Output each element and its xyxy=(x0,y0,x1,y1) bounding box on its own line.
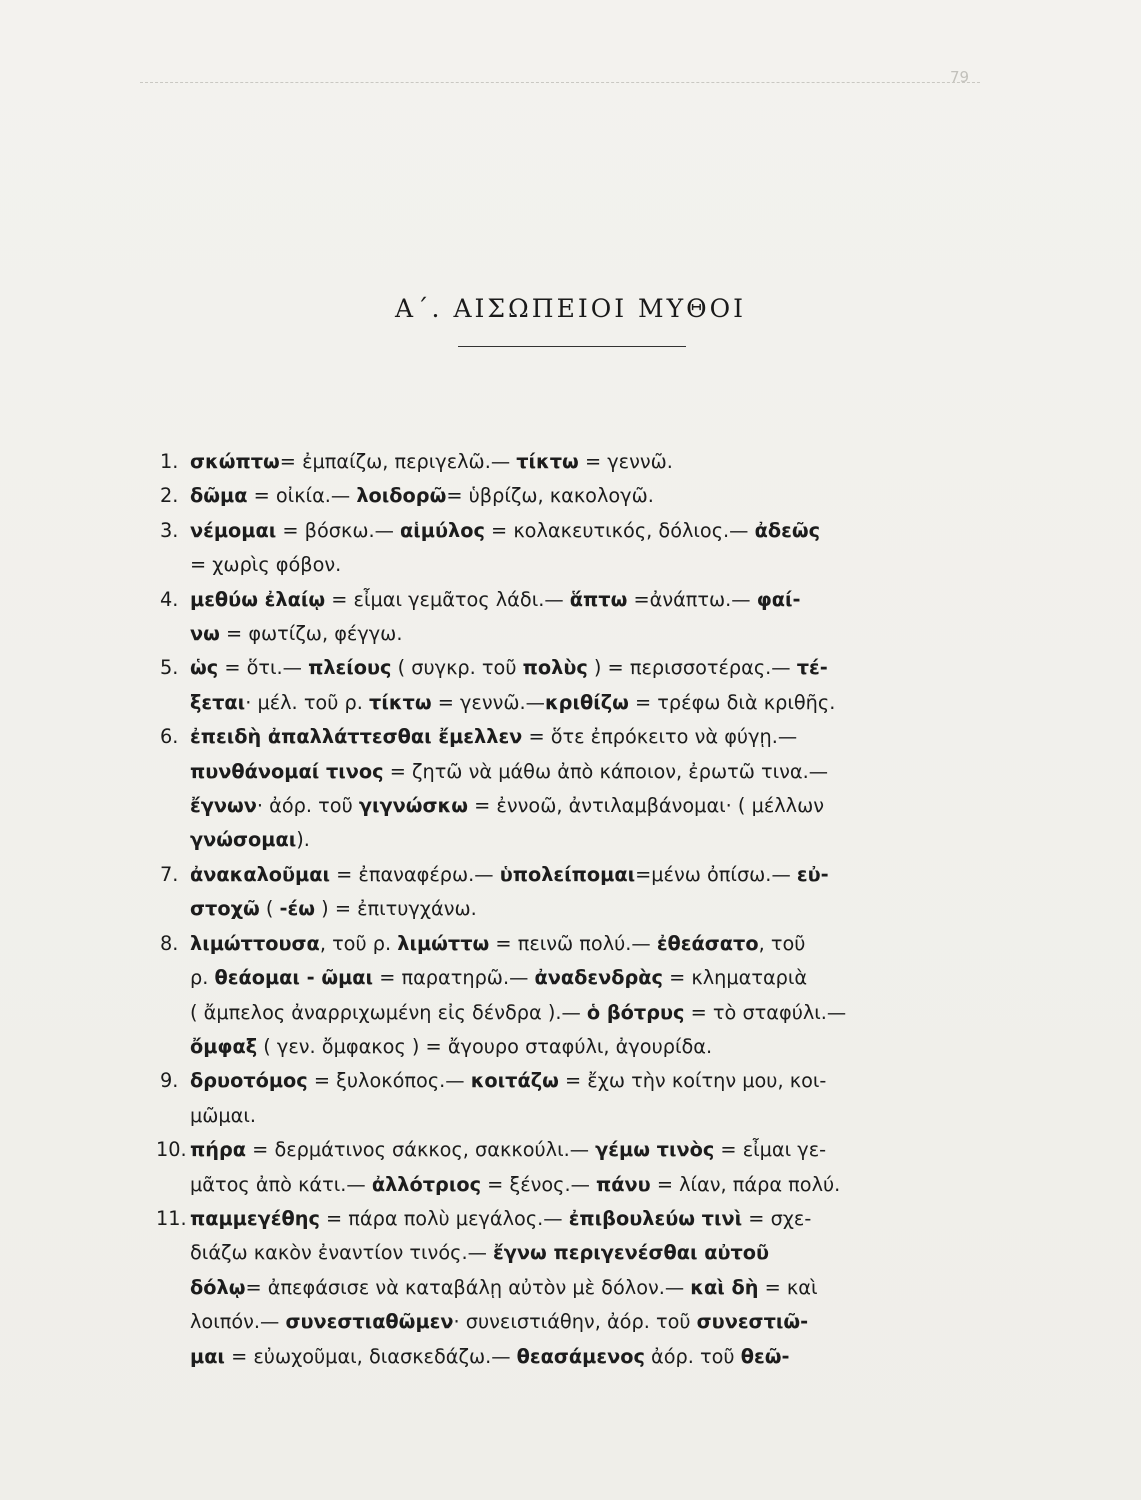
headword: -έω xyxy=(279,897,316,921)
chapter-title: Α΄. ΑΙΣΩΠΕΙΟΙ ΜΥΘΟΙ xyxy=(395,294,746,323)
headword: ὑπολείπομαι xyxy=(499,862,636,886)
headword: συνεστιαθῶμεν xyxy=(285,1310,454,1334)
entry-line xyxy=(190,583,980,617)
definition-text: λοιπόν.— xyxy=(190,1310,286,1334)
definition-text: ρ. xyxy=(190,966,215,990)
definition-text: = εἶμαι γεμᾶτος λάδι.— xyxy=(325,587,570,611)
definition-text: , τοῦ xyxy=(758,931,806,955)
headword: ἔγνων xyxy=(190,794,257,818)
headword: πυνθάνομαί τινος xyxy=(190,759,384,783)
headword: λιμώττουσα xyxy=(190,931,320,955)
entry-line xyxy=(190,1099,980,1133)
headword: θεάομαι - ῶμαι xyxy=(214,966,374,990)
entry-line xyxy=(190,927,980,961)
definition-text: μῶμαι. xyxy=(190,1103,257,1127)
headword: γέμω τινὸς xyxy=(595,1138,715,1162)
definition-text: = δερμάτινος σάκκος, σακκούλι.— xyxy=(246,1138,596,1162)
definition-text: = ὑβρίζω, κακολογῶ. xyxy=(446,484,654,508)
definition-text: = γεννῶ. xyxy=(578,450,673,473)
definition-text: ( ἄμπελος ἀναρριχωμένη εἰς δένδρα ).— xyxy=(190,1000,587,1024)
definition-text: = παρατηρῶ.— xyxy=(373,966,535,990)
entry-line xyxy=(190,755,980,789)
headword: θεασάμενος xyxy=(516,1344,645,1368)
definition-text: = ὅτι.— xyxy=(218,656,309,680)
definition-text: διάζω κακὸν ἐναντίον τινός.— xyxy=(190,1241,493,1265)
glossary-entry xyxy=(160,514,980,583)
definition-text: = σχε- xyxy=(742,1206,812,1230)
definition-text: ) = ἐπιτυγχάνω. xyxy=(315,897,477,921)
entry-line xyxy=(190,1030,980,1064)
headword: γνώσομαι xyxy=(190,828,297,852)
headword: ἐπιβουλεύω τινὶ xyxy=(568,1206,743,1230)
entry-line xyxy=(190,1064,980,1098)
headword: στοχῶ xyxy=(190,897,260,921)
definition-text: μᾶτος ἀπὸ κάτι.— xyxy=(190,1172,372,1196)
definition-text: = βόσκω.— xyxy=(276,518,401,542)
entry-line xyxy=(190,445,980,479)
entry-line xyxy=(190,1305,980,1339)
entry-number: 4. xyxy=(160,587,179,611)
headword: νω xyxy=(190,622,220,646)
definition-text: ( γεν. ὄμφακος ) = ἄγουρο σταφύλι, ἀγουρίδα. xyxy=(257,1034,713,1058)
definition-text: = ἐπαναφέρω.— xyxy=(330,862,500,886)
headword: ἅπτω xyxy=(569,587,628,611)
definition-text: = ξένος.— xyxy=(481,1172,597,1196)
definition-text: = καὶ xyxy=(758,1275,818,1299)
definition-text: = τρέφω διὰ κριθῆς. xyxy=(628,690,836,714)
glossary-list xyxy=(156,445,980,1374)
definition-text: = κληματαριὰ xyxy=(662,966,808,990)
entry-number: 7. xyxy=(160,862,179,886)
headword: ξεται xyxy=(190,690,246,714)
entry-line xyxy=(190,1202,980,1236)
definition-text: · συνειστιάθην, ἀόρ. τοῦ xyxy=(453,1310,697,1334)
definition-text: = χωρὶς φόβον. xyxy=(190,553,342,577)
entry-line xyxy=(190,1236,980,1270)
definition-text: = πάρα πολὺ μεγάλος.— xyxy=(319,1206,569,1230)
entry-line xyxy=(190,514,980,548)
headword: πήρα xyxy=(190,1138,247,1162)
glossary-entry xyxy=(160,858,980,927)
definition-text: = λίαν, πάρα πολύ. xyxy=(650,1172,841,1196)
entry-line xyxy=(190,789,980,823)
definition-text: = πεινῶ πολύ.— xyxy=(489,931,657,955)
entry-line xyxy=(190,823,980,857)
definition-text: = ἔχω τὴν κοίτην μου, κοι- xyxy=(558,1069,827,1093)
definition-text: = τὸ σταφύλι.— xyxy=(684,1000,847,1024)
entry-line xyxy=(190,1340,980,1374)
definition-text: =μένω ὀπίσω.— xyxy=(635,862,797,886)
definition-text: ( xyxy=(259,897,280,921)
headword: συνεστιῶ- xyxy=(696,1310,809,1334)
glossary-entry xyxy=(160,927,980,1065)
headword: ἐθεάσατο xyxy=(656,931,759,955)
headword: ὄμφαξ xyxy=(190,1034,258,1058)
entry-number: 1. xyxy=(160,450,179,473)
headword: καὶ δὴ xyxy=(690,1275,759,1299)
entry-line xyxy=(190,1133,980,1167)
headword: παμμεγέθης xyxy=(190,1206,320,1230)
glossary-entry xyxy=(156,1202,980,1374)
entry-line xyxy=(190,961,980,995)
headword: λιμώττω xyxy=(397,931,490,955)
headword: πολὺς xyxy=(522,656,588,680)
definition-text: = εὐωχοῦμαι, διασκεδάζω.— xyxy=(224,1344,517,1368)
glossary-entry xyxy=(160,720,980,858)
headword: ἀλλότριος xyxy=(371,1172,482,1196)
headword: τίκτω xyxy=(516,450,579,473)
definition-text: = ἀπεφάσισε νὰ καταβάλῃ αὐτὸν μὲ δόλον.— xyxy=(245,1275,691,1299)
glossary-entry xyxy=(160,583,980,652)
headword: ὡς xyxy=(190,656,219,680)
entry-line xyxy=(190,548,980,582)
headword: κοιτάζω xyxy=(470,1069,559,1093)
entry-number: 11. xyxy=(156,1206,187,1230)
glossary-entry xyxy=(156,1133,980,1202)
definition-text: = γεννῶ.— xyxy=(431,690,545,714)
definition-text: = ἐμπαίζω, περιγελῶ.— xyxy=(279,450,517,473)
title-underline xyxy=(458,346,686,347)
entry-line xyxy=(190,996,980,1030)
entry-line xyxy=(190,686,980,720)
headword: θεῶ- xyxy=(740,1344,790,1368)
headword: ἐπειδὴ ἀπαλλάττεσθαι ἔμελλεν xyxy=(190,725,523,749)
glossary-entry xyxy=(160,479,980,513)
headword: σκώπτω xyxy=(190,450,280,473)
definition-text: = κολακευτικός, δόλιος.— xyxy=(484,518,755,542)
definition-text: = οἰκία.— xyxy=(247,484,357,508)
entry-line xyxy=(190,1271,980,1305)
definition-text: ( συγκρ. τοῦ xyxy=(391,656,523,680)
page-number: 79 xyxy=(950,68,970,86)
bleed-through-header-line xyxy=(140,82,980,83)
headword: πλείους xyxy=(308,656,392,680)
headword: εὐ- xyxy=(796,862,829,886)
entry-line xyxy=(190,479,980,513)
entry-line xyxy=(190,892,980,926)
headword: πάνυ xyxy=(596,1172,651,1196)
entry-number: 10. xyxy=(156,1138,187,1162)
headword: τίκτω xyxy=(369,690,432,714)
definition-text: = ξυλοκόπος.— xyxy=(307,1069,471,1093)
definition-text: = εἶμαι γε- xyxy=(714,1138,827,1162)
definition-text: = ὅτε ἐπρόκειτο νὰ φύγῃ.— xyxy=(522,725,798,749)
entry-line xyxy=(190,720,980,754)
headword: ἀναδενδρὰς xyxy=(534,966,663,990)
headword: δῶμα xyxy=(190,484,248,508)
headword: μαι xyxy=(190,1344,225,1368)
headword: κριθίζω xyxy=(544,690,629,714)
entry-number: 3. xyxy=(160,518,179,542)
headword: τέ- xyxy=(796,656,828,680)
glossary-entry xyxy=(160,445,980,479)
headword: φαί- xyxy=(756,587,801,611)
definition-text: ) = περισσοτέρας.— xyxy=(587,656,797,680)
headword: ἔγνω περιγενέσθαι αὐτοῦ xyxy=(492,1241,770,1265)
headword: μεθύω ἐλαίῳ xyxy=(190,587,326,611)
definition-text: ). xyxy=(296,828,310,852)
headword: αἱμύλος xyxy=(400,518,485,542)
definition-text: · ἀόρ. τοῦ xyxy=(256,794,359,818)
entry-line xyxy=(190,651,980,685)
definition-text: · μέλ. τοῦ ρ. xyxy=(245,690,370,714)
entry-number: 2. xyxy=(160,484,179,508)
headword: ἀνακαλοῦμαι xyxy=(190,862,330,886)
entry-line xyxy=(190,858,980,892)
definition-text: , τοῦ ρ. xyxy=(319,931,398,955)
definition-text: =ἀνάπτω.— xyxy=(627,587,757,611)
definition-text: = ζητῶ νὰ μάθω ἀπὸ κάποιον, ἐρωτῶ τινα.— xyxy=(383,759,829,783)
headword: λοιδορῶ xyxy=(356,484,447,508)
entry-number: 9. xyxy=(160,1069,179,1093)
headword: ἀδεῶς xyxy=(754,518,821,542)
headword: δρυοτόμος xyxy=(190,1069,308,1093)
entry-number: 5. xyxy=(160,656,179,680)
entry-line xyxy=(190,1168,980,1202)
entry-line xyxy=(190,617,980,651)
entry-number: 6. xyxy=(160,725,179,749)
definition-text: ἀόρ. τοῦ xyxy=(644,1344,741,1368)
glossary-entry xyxy=(160,651,980,720)
definition-text: = ἐννοῶ, ἀντιλαμβάνομαι· ( μέλλων xyxy=(468,794,825,818)
headword: γιγνώσκω xyxy=(358,794,469,818)
headword: ὁ βότρυς xyxy=(586,1000,685,1024)
headword: νέμομαι xyxy=(190,518,277,542)
definition-text: = φωτίζω, φέγγω. xyxy=(219,622,403,646)
entry-number: 8. xyxy=(160,931,179,955)
glossary-entry xyxy=(160,1064,980,1133)
headword: δόλῳ xyxy=(190,1275,246,1299)
